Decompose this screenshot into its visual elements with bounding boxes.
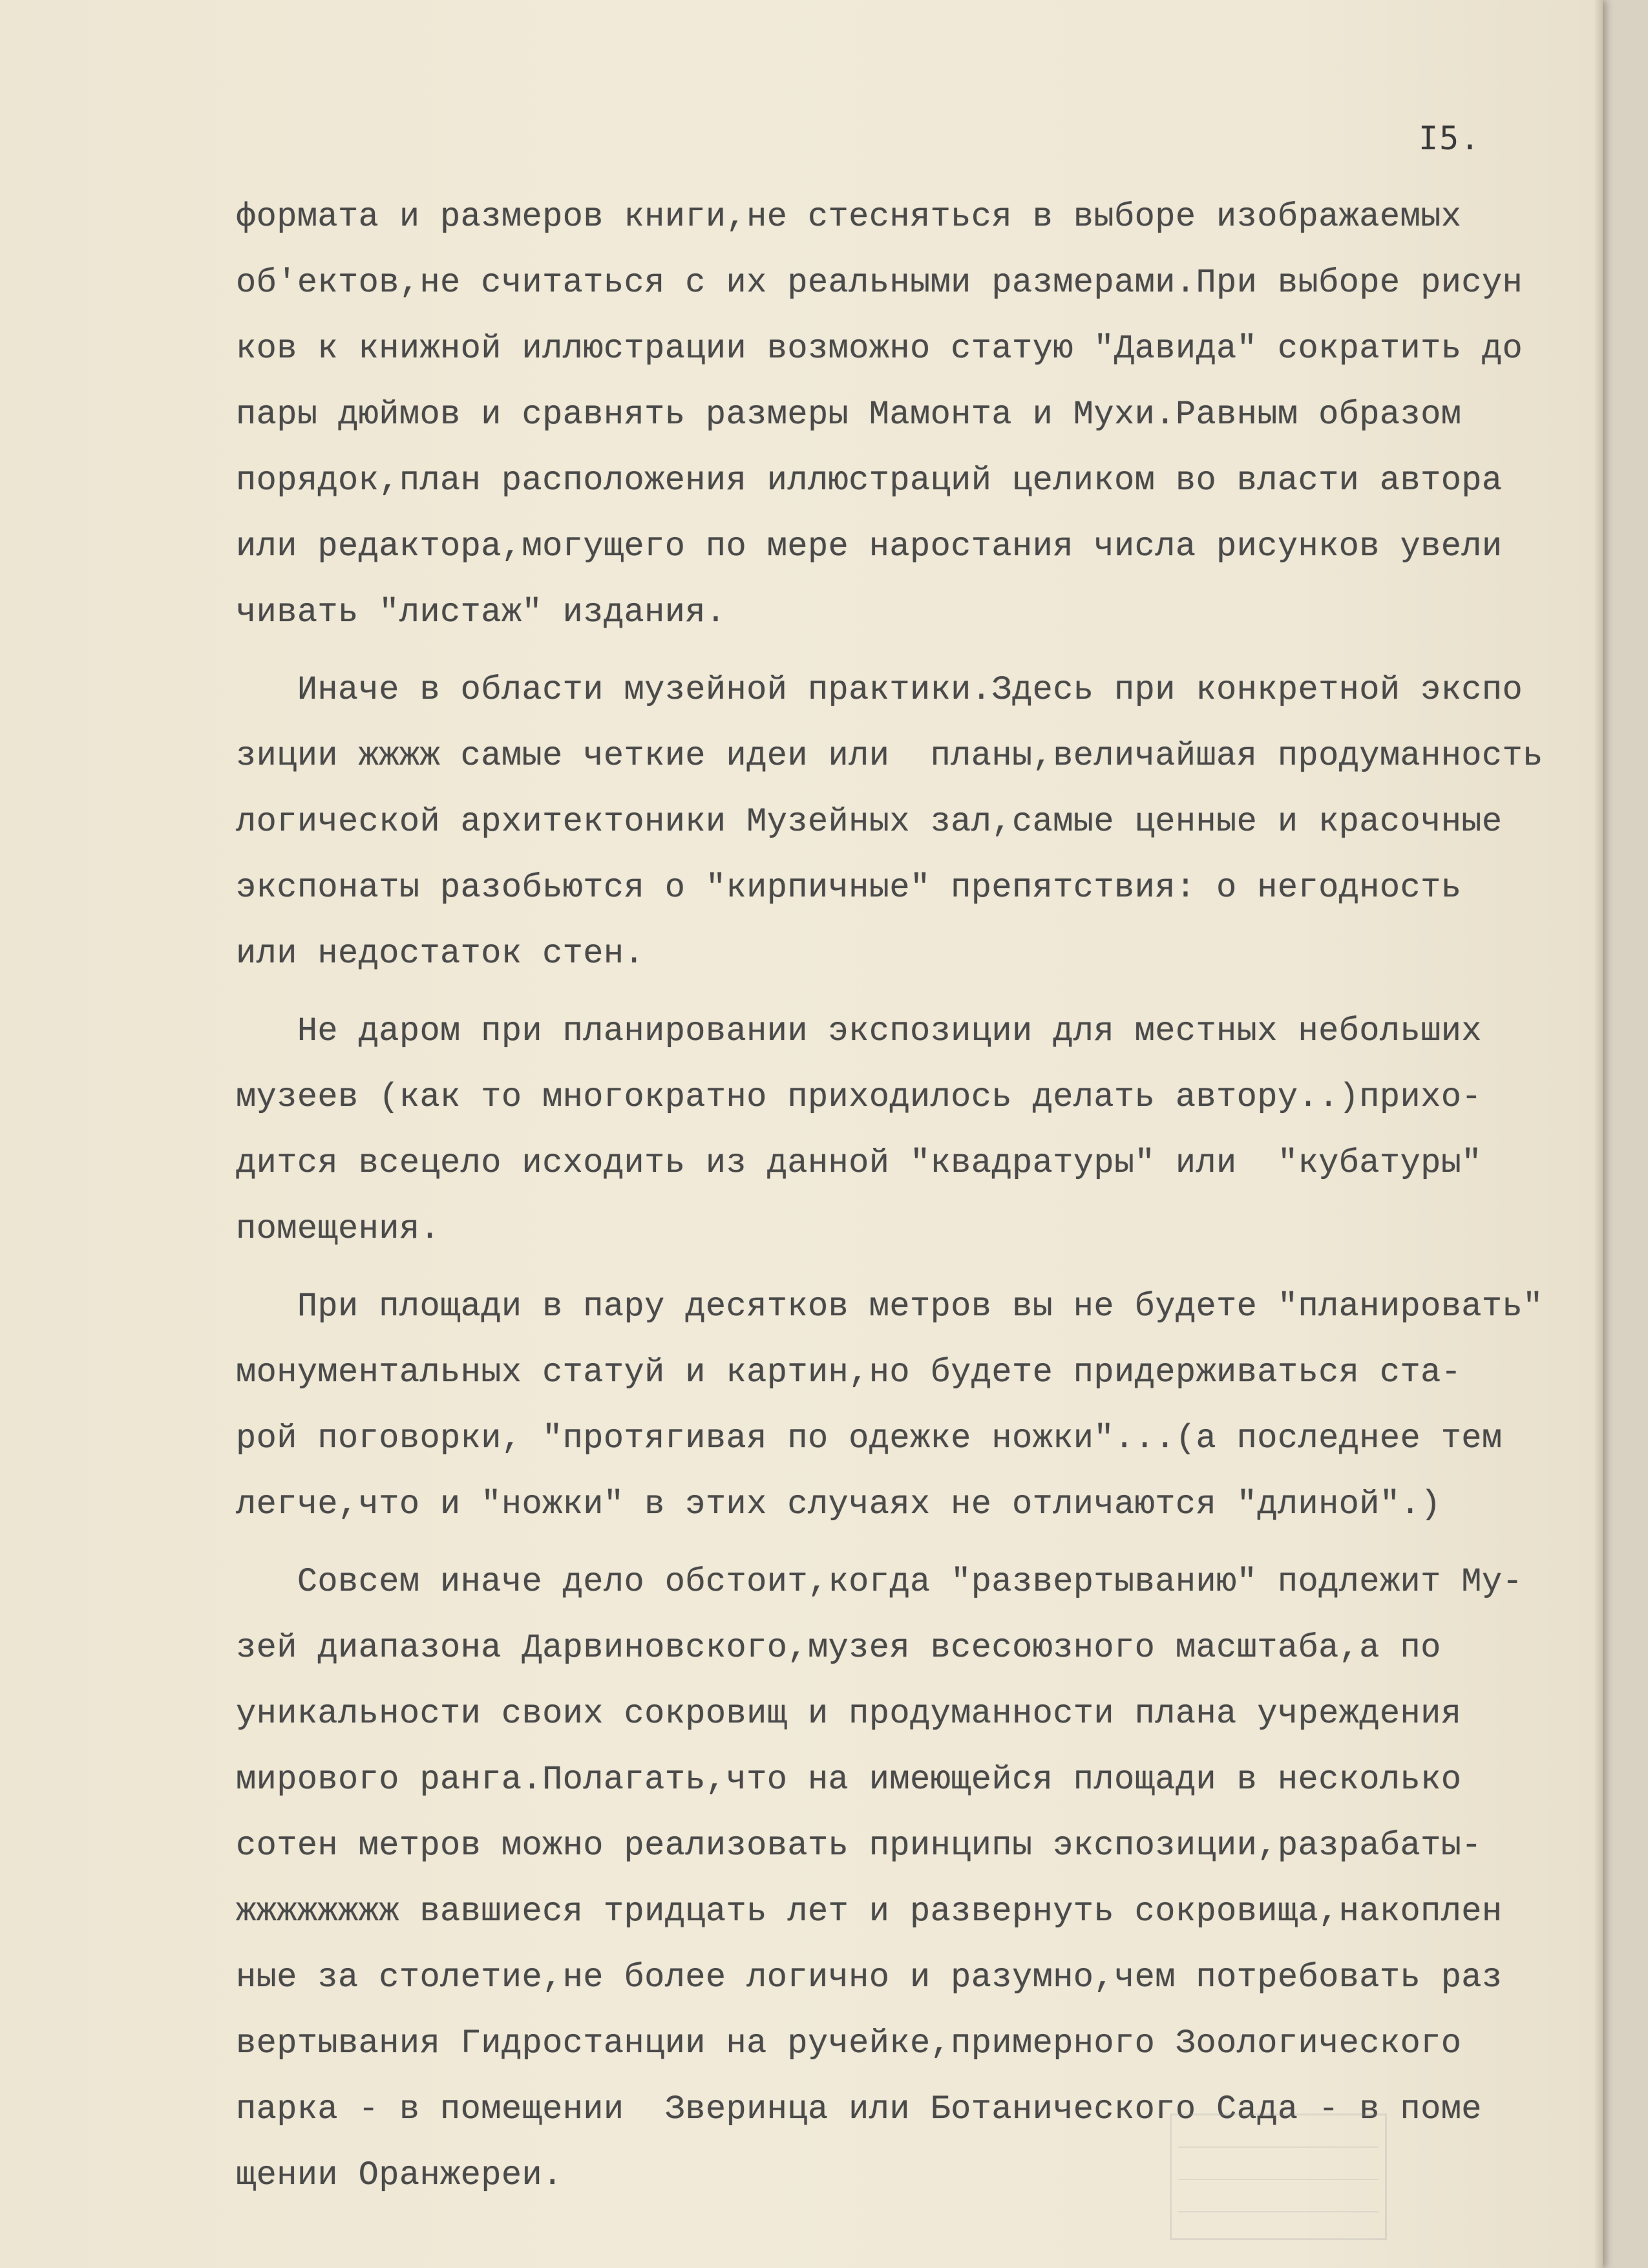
faded-stamp [1170,2114,1387,2240]
text-line: уникальности своих сокровищ и продуманности плана учреждения [236,1695,1462,1733]
page-body-text [236,184,1612,2209]
page-number: I5. [1419,120,1481,157]
text-line: рой поговорки, "протягивая по одежке ножки"...(а последнее тем [236,1419,1503,1457]
text-line: ков к книжной иллюстрации возможно статую "Давида" сократить до [236,330,1523,368]
text-line: музеев (как то многократно приходилось делать автору..)прихо- [236,1078,1482,1116]
text-line: вертывания Гидростанции на ручейке,примерного Зоологического [236,2024,1462,2062]
text-line: сотен метров можно реализовать принципы экспозиции,разрабаты- [236,1827,1482,1865]
text-line: ные за столетие,не более логично и разумно,чем потребовать раз [236,1958,1503,1997]
text-line: легче,что и "ножки" в этих случаях не отличаются "длиной".) [236,1485,1441,1523]
text-line: об'ектов,не считаться с их реальными размерами.При выборе рисун [236,264,1523,302]
text-line: Не даром при планировании экспозиции для местных небольших [236,1012,1482,1050]
text-line: пары дюймов и сравнять размеры Мамонта и Мухи.Равным образом [236,396,1462,434]
text-line: Иначе в области музейной практики.Здесь при конкретной экспо [236,671,1523,709]
text-line: При площади в пару десятков метров вы не будете "планировать" [236,1288,1543,1326]
text-line: монументальных статуй и картин,но будете придерживаться ста- [236,1353,1462,1392]
text-line: экспонаты разобьются о "кирпичные" препятствия: о негодность [236,869,1462,907]
text-line: жжжжжжжж вавшиеся тридцать лет и развернуть сокровища,накоплен [236,1892,1503,1931]
text-line: помещения. [236,1210,441,1248]
text-line: дится всецело исходить из данной "квадратуры" или "кубатуры" [236,1144,1482,1182]
text-line: щении Оранжереи. [236,2156,563,2194]
text-line: Совсем иначе дело обстоит,когда "развертыванию" подлежит Му- [236,1563,1523,1601]
text-line: чивать "листаж" издания. [236,593,726,631]
text-line: формата и размеров книги,не стесняться в выборе изображаемых [236,198,1462,236]
text-line: порядок,план расположения иллюстраций целиком во власти автора [236,461,1503,500]
text-line: парка - в помещении Зверинца или Ботанического Сада - в поме [236,2090,1482,2128]
text-line: зей диапазона Дарвиновского,музея всесоюзного масштаба,а по [236,1629,1441,1667]
text-line: или редактора,могущего по мере наростания числа рисунков увели [236,527,1503,566]
text-line: зиции жжжж самые четкие идеи или планы,величайшая продуманность [236,737,1543,775]
text-line: мирового ранга.Полагать,что на имеющейся площади в несколько [236,1761,1462,1799]
text-line: или недостаток стен. [236,935,645,973]
text-line: логической архитектоники Музейных зал,самые ценные и красочные [236,803,1503,841]
